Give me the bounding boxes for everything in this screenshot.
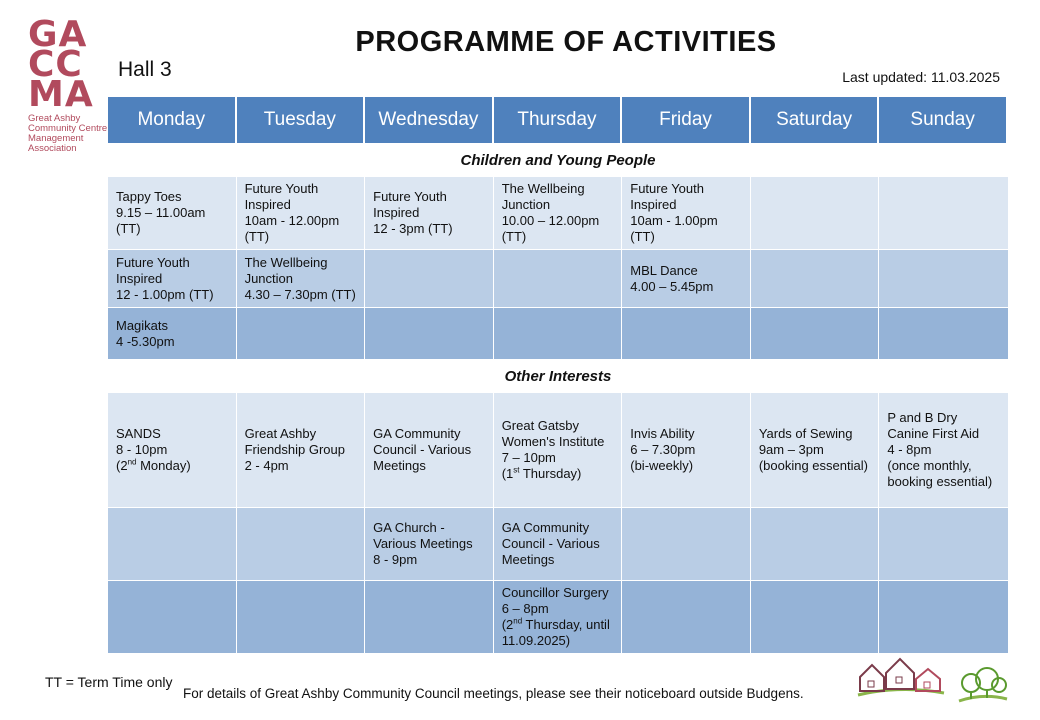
activity-cell-thursday — [494, 177, 623, 250]
activity-cell-thursday — [494, 508, 623, 581]
activity-cell-wednesday — [365, 508, 494, 581]
day-header-thursday: Thursday — [494, 97, 623, 144]
activity-cell-thursday — [494, 250, 623, 308]
activity-text: The Wellbeing Junction 10.00 – 12.00pm (TT) — [501, 181, 600, 244]
activity-cell-saturday — [751, 581, 880, 654]
activity-cell-sunday — [879, 177, 1008, 250]
activity-cell-saturday — [751, 393, 880, 508]
last-updated: Last updated: 11.03.2025 — [842, 69, 1000, 85]
activity-text: Councillor Surgery 6 – 8pm (2nd Thursday, until 11.09.2025) — [501, 585, 610, 648]
activity-cell-friday — [622, 508, 751, 581]
activity-cell-sunday — [879, 250, 1008, 308]
activity-cell-monday — [108, 508, 237, 581]
schedule-row — [108, 508, 1008, 581]
schedule-row — [108, 581, 1008, 654]
section-title: Children and Young People — [108, 144, 1008, 177]
activity-cell-tuesday — [237, 250, 366, 308]
activity-cell-saturday — [751, 308, 880, 360]
activity-cell-monday — [108, 581, 237, 654]
activity-cell-sunday — [879, 308, 1008, 360]
term-time-note: TT = Term Time only — [45, 674, 173, 690]
activity-cell-saturday — [751, 508, 880, 581]
activity-cell-wednesday — [365, 250, 494, 308]
hall-label: Hall 3 — [118, 58, 172, 81]
activity-text: Future Youth Inspired 10am - 12.00pm (TT) — [244, 181, 340, 244]
activity-cell-wednesday — [365, 177, 494, 250]
activity-cell-tuesday — [237, 581, 366, 654]
activity-cell-monday — [108, 177, 237, 250]
activity-text: Yards of Sewing 9am – 3pm (booking essential) — [758, 426, 868, 473]
schedule-table — [108, 97, 1008, 654]
section-title: Other Interests — [108, 360, 1008, 393]
day-header-tuesday: Tuesday — [237, 97, 366, 144]
day-header-friday: Friday — [622, 97, 751, 144]
logo-subtitle: Great Ashby Community Centre Management Association — [28, 113, 108, 154]
activity-text: P and B Dry Canine First Aid 4 - 8pm (once monthly, booking essential) — [887, 410, 993, 489]
activity-text: MBL Dance 4.00 – 5.45pm — [630, 262, 714, 294]
activity-text: Future Youth Inspired 12 - 3pm (TT) — [373, 189, 453, 236]
activity-cell-wednesday — [365, 581, 494, 654]
activity-text: GA Community Council - Various Meetings — [373, 426, 472, 473]
activity-cell-saturday — [751, 250, 880, 308]
activity-text: Tappy Toes 9.15 – 11.00am (TT) — [116, 189, 206, 236]
page-title: PROGRAMME OF ACTIVITIES — [355, 26, 777, 58]
activity-cell-thursday — [494, 581, 623, 654]
activity-cell-sunday — [879, 393, 1008, 508]
trees-illustration — [957, 665, 1009, 705]
activity-text: GA Community Council - Various Meetings — [501, 520, 600, 567]
activity-text: Future Youth Inspired 12 - 1.00pm (TT) — [116, 254, 214, 302]
activity-cell-tuesday — [237, 308, 366, 360]
schedule-row — [108, 250, 1008, 308]
activity-cell-tuesday — [237, 508, 366, 581]
activity-text: Invis Ability 6 – 7.30pm (bi-weekly) — [630, 426, 696, 473]
activity-text: Future Youth Inspired 10am - 1.00pm (TT) — [630, 181, 718, 244]
activity-cell-saturday — [751, 177, 880, 250]
activity-text: The Wellbeing Junction 4.30 – 7.30pm (TT) — [244, 254, 356, 302]
activity-cell-friday — [622, 393, 751, 508]
schedule-row — [108, 308, 1008, 360]
activity-cell-friday — [622, 308, 751, 360]
activity-cell-friday — [622, 177, 751, 250]
community-council-note: For details of Great Ashby Community Council meetings, please see their noticeboard outside Budgens. — [183, 686, 804, 701]
day-header-saturday: Saturday — [751, 97, 880, 144]
activity-cell-tuesday — [237, 177, 366, 250]
activity-cell-wednesday — [365, 308, 494, 360]
schedule-row — [108, 177, 1008, 250]
activity-text: Great Ashby Friendship Group 2 - 4pm — [244, 426, 346, 473]
day-header-sunday: Sunday — [879, 97, 1008, 144]
activity-cell-tuesday — [237, 393, 366, 508]
activity-cell-sunday — [879, 508, 1008, 581]
activity-cell-monday — [108, 250, 237, 308]
activity-cell-sunday — [879, 581, 1008, 654]
activity-text: SANDS 8 - 10pm (2nd Monday) — [116, 426, 191, 473]
logo-letters: GA CC MA — [28, 14, 94, 115]
schedule-row — [108, 393, 1008, 508]
day-header-row — [108, 97, 1008, 144]
activity-cell-wednesday — [365, 393, 494, 508]
activity-cell-friday — [622, 581, 751, 654]
houses-illustration — [856, 655, 946, 700]
day-header-wednesday: Wednesday — [365, 97, 494, 144]
activity-text: GA Church - Various Meetings 8 - 9pm — [373, 520, 473, 567]
day-header-monday: Monday — [108, 97, 237, 144]
activity-cell-thursday — [494, 308, 623, 360]
activity-cell-thursday — [494, 393, 623, 508]
activity-cell-friday — [622, 250, 751, 308]
activity-cell-monday — [108, 308, 237, 360]
activity-text: Great Gatsby Women's Institute 7 – 10pm (1st Thursday) — [501, 418, 605, 481]
activity-text: Magikats 4 -5.30pm — [116, 317, 175, 349]
activity-cell-monday — [108, 393, 237, 508]
